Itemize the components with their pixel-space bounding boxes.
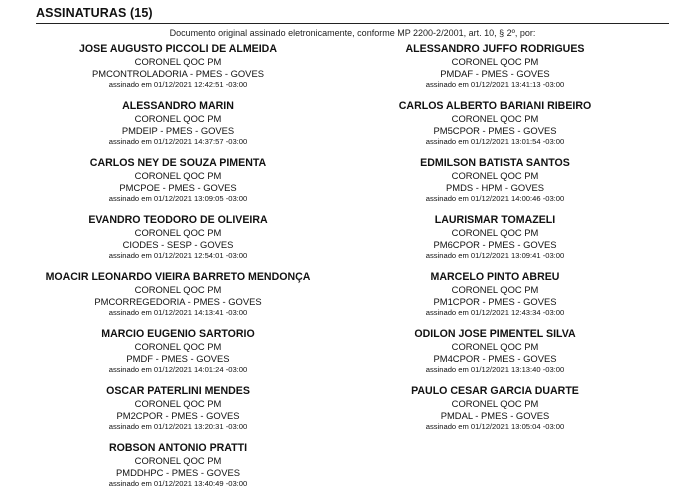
signer-block xyxy=(28,270,328,327)
signer-name: ODILON JOSE PIMENTEL SILVA xyxy=(414,328,576,340)
signer-unit: PMDS - HPM - GOVES xyxy=(446,181,544,193)
signer-block xyxy=(345,384,645,441)
signer-block xyxy=(345,270,645,327)
signer-unit: PMDEIP - PMES - GOVES xyxy=(121,124,235,136)
signer-name: MARCIO EUGENIO SARTORIO xyxy=(101,328,255,340)
signer-unit: PMCPOE - PMES - GOVES xyxy=(119,181,237,193)
signatures-title: ASSINATURAS (15) xyxy=(36,6,153,20)
signer-rank: CORONEL QOC PM xyxy=(451,341,539,352)
signer-timestamp: assinado em 01/12/2021 14:00:46 -03:00 xyxy=(425,194,565,203)
signer-block xyxy=(345,213,645,270)
signer-unit: PM5CPOR - PMES - GOVES xyxy=(433,124,557,136)
signer-timestamp: assinado em 01/12/2021 14:13:41 -03:00 xyxy=(108,308,248,317)
signer-name: MARCELO PINTO ABREU xyxy=(430,271,560,283)
signer-rank: CORONEL QOC PM xyxy=(134,284,222,295)
signer-timestamp: assinado em 01/12/2021 14:01:24 -03:00 xyxy=(108,365,248,374)
signer-rank: CORONEL QOC PM xyxy=(451,227,539,238)
signer-timestamp: assinado em 01/12/2021 13:40:49 -03:00 xyxy=(108,479,248,488)
signer-timestamp: assinado em 01/12/2021 13:20:31 -03:00 xyxy=(108,422,248,431)
signer-timestamp: assinado em 01/12/2021 12:43:34 -03:00 xyxy=(425,308,565,317)
signatures-right-column xyxy=(345,42,645,441)
signer-timestamp: assinado em 01/12/2021 13:05:04 -03:00 xyxy=(425,422,565,431)
signer-timestamp: assinado em 01/12/2021 13:09:41 -03:00 xyxy=(425,251,565,260)
signer-timestamp: assinado em 01/12/2021 13:41:13 -03:00 xyxy=(425,80,565,89)
signer-timestamp: assinado em 01/12/2021 12:42:51 -03:00 xyxy=(108,80,248,89)
signer-name: EDMILSON BATISTA SANTOS xyxy=(420,157,570,169)
signer-name: CARLOS ALBERTO BARIANI RIBEIRO xyxy=(398,100,592,112)
signer-block xyxy=(28,327,328,384)
signer-unit: PMDAL - PMES - GOVES xyxy=(440,409,550,421)
signer-block xyxy=(28,213,328,270)
signer-unit: CIODES - SESP - GOVES xyxy=(122,238,234,250)
signer-timestamp: assinado em 01/12/2021 13:09:05 -03:00 xyxy=(108,194,248,203)
signer-name: CARLOS NEY DE SOUZA PIMENTA xyxy=(89,157,267,169)
signer-block xyxy=(28,99,328,156)
signer-block xyxy=(345,99,645,156)
signer-unit: PM6CPOR - PMES - GOVES xyxy=(433,238,557,250)
signer-rank: CORONEL QOC PM xyxy=(451,398,539,409)
signer-rank: CORONEL QOC PM xyxy=(134,170,222,181)
signer-name: ROBSON ANTONIO PRATTI xyxy=(108,442,248,454)
signer-block xyxy=(28,156,328,213)
signer-unit: PMCONTROLADORIA - PMES - GOVES xyxy=(92,67,264,79)
signer-name: MOACIR LEONARDO VIEIRA BARRETO MENDONÇA xyxy=(45,271,311,283)
signer-unit: PM2CPOR - PMES - GOVES xyxy=(116,409,240,421)
signer-block xyxy=(345,42,645,99)
signer-unit: PMCORREGEDORIA - PMES - GOVES xyxy=(94,295,262,307)
signer-block xyxy=(345,327,645,384)
signer-block xyxy=(345,156,645,213)
signatures-left-column xyxy=(28,42,328,498)
signer-block xyxy=(28,441,328,498)
signer-rank: CORONEL QOC PM xyxy=(451,284,539,295)
signer-name: ALESSANDRO MARIN xyxy=(122,100,234,112)
signature-legal-note: Documento original assinado eletronicamente, conforme MP 2200-2/2001, art. 10, § 2º, por: xyxy=(169,28,536,38)
signer-name: EVANDRO TEODORO DE OLIVEIRA xyxy=(88,214,268,226)
signer-rank: CORONEL QOC PM xyxy=(451,56,539,67)
signer-timestamp: assinado em 01/12/2021 13:13:40 -03:00 xyxy=(425,365,565,374)
signer-timestamp: assinado em 01/12/2021 14:37:57 -03:00 xyxy=(108,137,248,146)
signer-unit: PM4CPOR - PMES - GOVES xyxy=(433,352,557,364)
signer-name: PAULO CESAR GARCIA DUARTE xyxy=(411,385,579,397)
signer-unit: PMDDHPC - PMES - GOVES xyxy=(116,466,240,478)
signer-name: OSCAR PATERLINI MENDES xyxy=(106,385,250,397)
signer-unit: PMDF - PMES - GOVES xyxy=(126,352,230,364)
signer-timestamp: assinado em 01/12/2021 13:01:54 -03:00 xyxy=(425,137,565,146)
signer-block xyxy=(28,384,328,441)
signatures-header xyxy=(36,6,669,20)
signer-name: ALESSANDRO JUFFO RODRIGUES xyxy=(405,43,585,55)
signer-name: LAURISMAR TOMAZELI xyxy=(434,214,556,226)
signer-name: JOSE AUGUSTO PICCOLI DE ALMEIDA xyxy=(79,43,277,55)
header-divider xyxy=(36,23,669,24)
signer-rank: CORONEL QOC PM xyxy=(134,56,222,67)
signer-rank: CORONEL QOC PM xyxy=(134,227,222,238)
signer-rank: CORONEL QOC PM xyxy=(451,170,539,181)
signer-rank: CORONEL QOC PM xyxy=(134,341,222,352)
signer-rank: CORONEL QOC PM xyxy=(134,398,222,409)
signer-unit: PM1CPOR - PMES - GOVES xyxy=(433,295,557,307)
signer-rank: CORONEL QOC PM xyxy=(451,113,539,124)
signer-unit: PMDAF - PMES - GOVES xyxy=(440,67,550,79)
signer-timestamp: assinado em 01/12/2021 12:54:01 -03:00 xyxy=(108,251,248,260)
signer-rank: CORONEL QOC PM xyxy=(134,455,222,466)
signer-rank: CORONEL QOC PM xyxy=(134,113,222,124)
signer-block xyxy=(28,42,328,99)
